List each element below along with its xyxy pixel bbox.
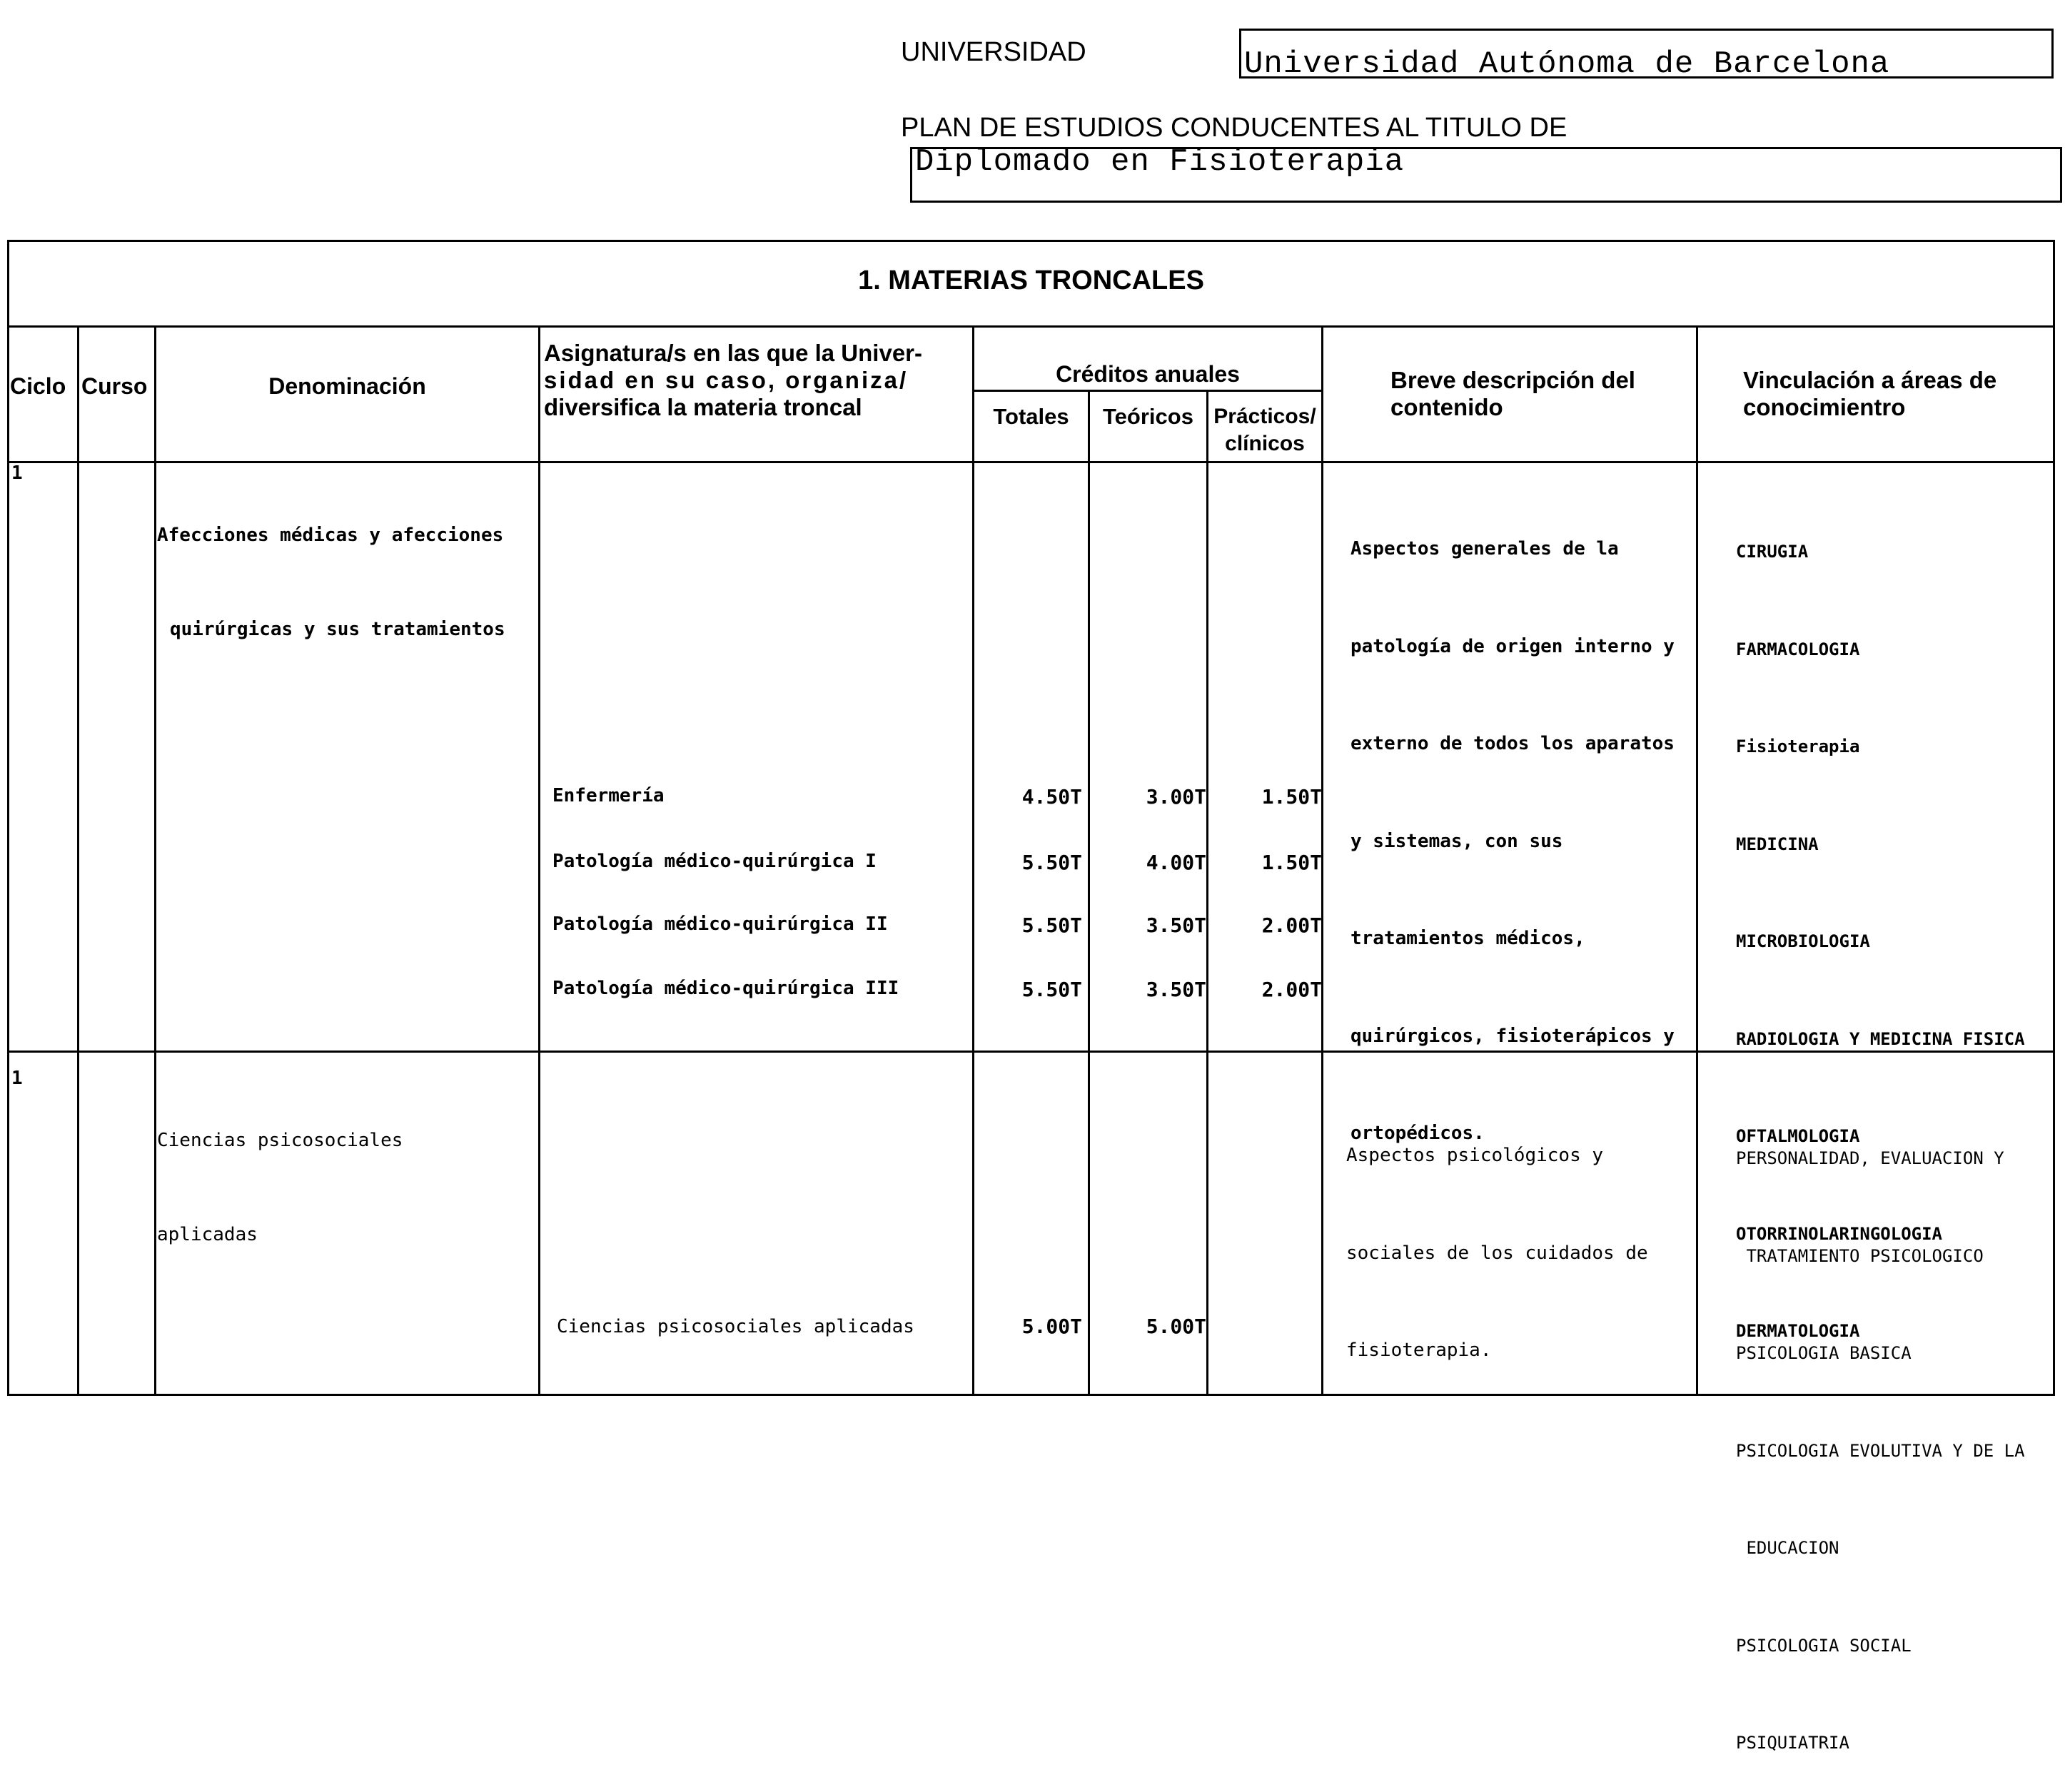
asignatura-name: Ciencias psicosociales aplicadas <box>557 1316 914 1337</box>
asignatura-totales: 5.50T <box>1021 851 1082 874</box>
header-vinculacion-line: Vinculación a áreas de <box>1743 367 1997 393</box>
asignatura-practicos: 2.00T <box>1261 978 1322 1001</box>
row1-area: OFTALMOLOGIA <box>1736 1126 1860 1146</box>
header-creditos: Créditos anuales <box>1056 361 1240 387</box>
asignatura-practicos: 2.00T <box>1261 913 1322 937</box>
asignatura-name: Patología médico-quirúrgica I <box>552 851 877 872</box>
row1-area: MEDICINA <box>1736 834 1819 854</box>
asignatura-teoricos: 3.50T <box>1146 978 1206 1001</box>
col-divider <box>1696 325 1698 1396</box>
asignatura-practicos: 1.50T <box>1261 785 1322 809</box>
row1-descripcion-line: externo de todos los aparatos <box>1350 733 1675 754</box>
row1-area: FARMACOLOGIA <box>1736 639 1860 659</box>
row2-descripcion-line: fisioterapia. <box>1346 1340 1492 1361</box>
row2-area: PSICOLOGIA BASICA <box>1736 1343 1912 1363</box>
header-practicos <box>1208 403 1321 457</box>
plan-field: Diplomado en Fisioterapia <box>910 147 2062 203</box>
row1-descripcion-line: tratamientos médicos, <box>1350 928 1585 949</box>
col-divider <box>154 325 156 1396</box>
header-descripcion-line: Breve descripción del <box>1390 367 1635 393</box>
asignatura-totales: 4.50T <box>1021 785 1082 809</box>
row1-descripcion-line: ortopédicos. <box>1350 1123 1485 1144</box>
table-title: 1. MATERIAS TRONCALES <box>858 265 1204 295</box>
row2-denominacion-line: aplicadas <box>157 1224 258 1245</box>
asignatura-teoricos: 4.00T <box>1146 851 1206 874</box>
row1-area: DERMATOLOGIA <box>1736 1321 1860 1341</box>
asignatura-totales: 5.00T <box>1021 1315 1082 1338</box>
row2-area: EDUCACION <box>1736 1538 1839 1558</box>
row1-denominacion-line: quirúrgicas y sus tratamientos <box>170 619 505 640</box>
header-practicos-line: Prácticos/ <box>1213 405 1316 428</box>
row2-area: PSICOLOGIA SOCIAL <box>1736 1635 1912 1656</box>
row2-area: PSIQUIATRIA <box>1736 1733 1849 1753</box>
asignatura-teoricos: 5.00T <box>1146 1315 1206 1338</box>
asignatura-totales: 5.50T <box>1021 978 1082 1001</box>
header-totales: Totales <box>993 404 1069 429</box>
row1-area: CIRUGIA <box>1736 542 1809 562</box>
row2-area: TRATAMIENTO PSICOLOGICO <box>1736 1245 1984 1266</box>
row1-denominacion-line: Afecciones médicas y afecciones <box>157 525 504 546</box>
header-vinculacion-line: conocimientro <box>1743 394 1906 420</box>
row2-descripcion-line: Aspectos psicológicos y <box>1346 1145 1604 1166</box>
asignatura-practicos: 1.50T <box>1261 851 1322 874</box>
row2-ciclo: 1 <box>11 1068 23 1089</box>
header-curso: Curso <box>81 373 148 399</box>
row1-descripcion-line: patología de origen interno y <box>1350 635 1675 657</box>
asignatura-name: Enfermería <box>552 785 665 806</box>
col-divider <box>972 325 974 1396</box>
title-divider <box>7 325 2055 328</box>
header-asignaturas-line: Asignatura/s en las que la Univer- <box>544 340 922 366</box>
universidad-field: Universidad Autónoma de Barcelona <box>1239 29 2054 79</box>
row1-area: RADIOLOGIA Y MEDICINA FISICA <box>1736 1028 2025 1049</box>
universidad-label: UNIVERSIDAD <box>901 37 1086 67</box>
header-descripcion-line: contenido <box>1390 394 1503 420</box>
row2-areas <box>1736 1078 2025 1792</box>
plan-label: PLAN DE ESTUDIOS CONDUCENTES AL TITULO DE <box>901 113 1567 143</box>
row2-denominacion-line: Ciencias psicosociales <box>157 1130 403 1151</box>
row1-area: OTORRINOLARINGOLOGIA <box>1736 1223 1942 1244</box>
row2-descripcion <box>1346 1075 1648 1399</box>
row-divider <box>7 1051 2055 1053</box>
col-divider <box>77 325 79 1396</box>
creditos-divider <box>972 390 1323 392</box>
header-asignaturas <box>544 340 922 421</box>
header-ciclo: Ciclo <box>10 373 66 399</box>
row2-area: PSICOLOGIA EVOLUTIVA Y DE LA <box>1736 1440 2025 1461</box>
row1-denominacion <box>157 457 505 677</box>
row2-area: PERSONALIDAD, EVALUACION Y <box>1736 1148 2004 1168</box>
header-asignaturas-line: sidad en su caso, organiza/ <box>544 367 909 393</box>
header-denominacion: Denominación <box>268 373 426 399</box>
row1-area: Fisioterapia <box>1736 736 1860 756</box>
header-vinculacion <box>1743 367 1996 421</box>
header-teoricos: Teóricos <box>1103 404 1193 429</box>
row1-descripcion-line: Aspectos generales de la <box>1350 538 1619 560</box>
header-practicos-line: clínicos <box>1225 432 1305 455</box>
row1-area: MICROBIOLOGIA <box>1736 931 1870 951</box>
header-asignaturas-line: diversifica la materia troncal <box>544 394 862 420</box>
asignatura-name: Patología médico-quirúrgica II <box>552 913 888 935</box>
header-descripcion <box>1390 367 1635 421</box>
row2-descripcion-line: sociales de los cuidados de <box>1346 1242 1648 1264</box>
row1-descripcion-line: y sistemas, con sus <box>1350 830 1563 852</box>
row1-ciclo: 1 <box>11 462 23 484</box>
col-divider <box>1088 390 1090 1396</box>
col-divider <box>1206 390 1208 1396</box>
asignatura-teoricos: 3.00T <box>1146 785 1206 809</box>
col-divider <box>538 325 540 1396</box>
asignatura-teoricos: 3.50T <box>1146 913 1206 937</box>
row1-descripcion-line: quirúrgicos, fisioterápicos y <box>1350 1025 1675 1047</box>
asignatura-totales: 5.50T <box>1021 913 1082 937</box>
asignatura-name: Patología médico-quirúrgica III <box>552 978 899 999</box>
row2-denominacion <box>157 1062 403 1282</box>
